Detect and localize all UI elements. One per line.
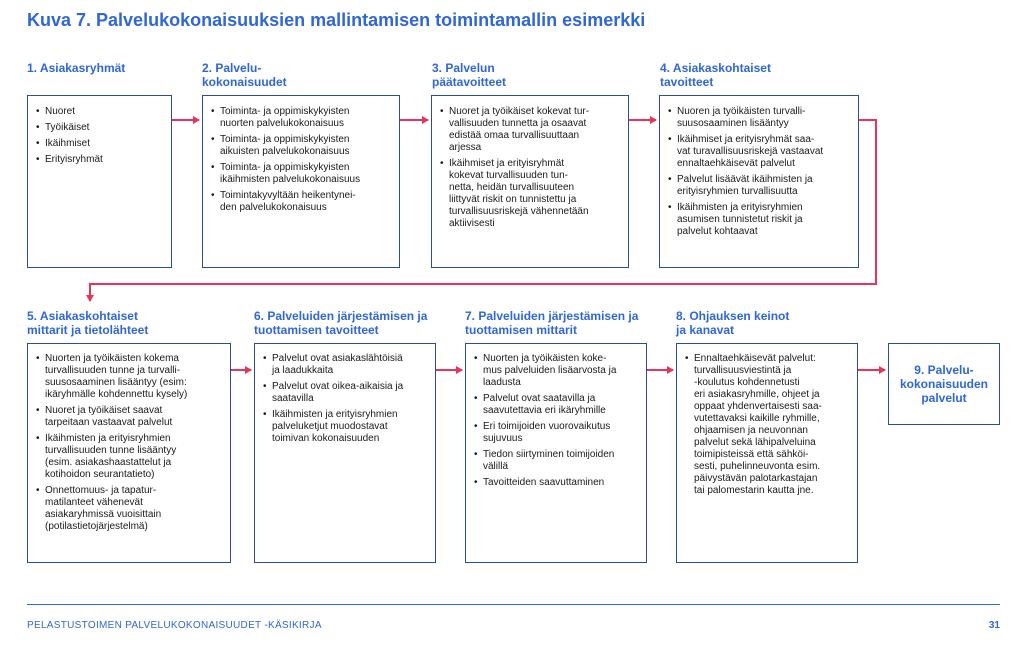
list-item: • Ikäihmiset [36,138,165,150]
step-9-box: 9. Palvelu- kokonaisuuden palvelut [888,343,1000,425]
list-item: • Ikäihmisten ja erityisryhmien asumisen tunnistetut riskit ja palvelut kohtaavat [668,202,852,238]
list-item: • Palvelut lisäävät ikäihmisten ja erityisryhmien turvallisuutta [668,174,852,198]
list-item: • Työikäiset [36,122,165,134]
list-item: • Nuorten ja työikäisten koke- mus palveluiden lisäarvosta ja laadusta [474,353,640,389]
list-item: • Palvelut ovat saatavilla ja saavutettavia eri ikäryhmille [474,393,640,417]
step-3-title: 3. Palvelun päätavoitteet [432,61,507,89]
list-item: • Nuoret [36,106,165,118]
list-item: • Ikäihmiset ja erityisryhmät saa- vat turavallisuusriskejä vastaavat ennaltaehkäisevät palvelut [668,134,852,170]
list-item: • Nuoren ja työikäisten turvalli- suusosaaminen lisääntyy [668,106,852,130]
list-item: • Ikäihmiset ja erityisryhmät kokevat turvallisuuden tun- netta, heidän turvallisuuteen liittyvät riskit on tunnistettu ja turvallisuusriskejä vähennetään aktiivisesti [440,158,622,230]
list-item: • Ennaltaehkäisevät palvelut: turvallisuusviestintä ja -koulutus kohdennetusti eri asiakasryhmille, ohjeet ja oppaat yhdenvertaisesti saa- vutettavaksi kaikille ryhmille, ohjaamisen ja neuvonnan palvelut sekä lähipalveluina toimipisteissä että sähköi- sesti, puhelinneuvonta esim. päivystävän palotarkastajan tai palomestarin kautta jne. [685,353,851,497]
list-item: • Onnettomuus- ja tapatur- matilanteet vähenevät asiakaryhmissä vuoisittain (potilastietojärjestelmä) [36,485,224,533]
figure-title: Kuva 7. Palvelukokonaisuuksien mallintamisen toimintamallin esimerkki [27,10,646,30]
step-8-title: 8. Ohjauksen keinot ja kanavat [676,309,790,337]
step-2-title: 2. Palvelu- kokonaisuudet [202,61,287,89]
list-item: • Ikäihmisten ja erityisryhmien palveluketjut muodostavat toimivan kokonaisuuden [263,409,429,445]
list-item: • Toiminta- ja oppimiskykyisten aikuisten palvelukokonaisuus [211,134,393,158]
list-item: • Palvelut ovat oikea-aikaisia ja saatavilla [263,381,429,405]
page-number: 31 [988,620,1000,631]
list-item: • Nuoret ja työikäiset saavat tarpeitaan vastaavat palvelut [36,405,224,429]
step-4-title: 4. Asiakaskohtaiset tavoitteet [660,61,771,89]
list-item: • Nuoret ja työikäiset kokevat tur- vallisuuden tunnetta ja osaavat edistää omaa turvallisuuttaan arjessa [440,106,622,154]
list-item: • Nuorten ja työikäisten kokema turvallisuuden tunne ja turvalli- suusosaaminen lisääntyy (esim: ikäryhmälle kohdennettu kysely) [36,353,224,401]
list-item: • Toiminta- ja oppimiskykyisten nuorten palvelukokonaisuus [211,106,393,130]
list-item: • Tiedon siirtyminen toimijoiden välillä [474,449,640,473]
list-item: • Toiminta- ja oppimiskykyisten ikäihmisten palvelukokonaisuus [211,162,393,186]
list-item: • Tavoitteiden saavuttaminen [474,477,640,489]
step-6-title: 6. Palveluiden järjestämisen ja tuottamisen tavoitteet [254,309,428,337]
footer-text: PELASTUSTOIMEN PALVELUKOKONAISUUDET -KÄSIKIRJA [27,620,322,631]
list-item: • Toimintakyvyltään heikentynei- den palvelukokonaisuus [211,190,393,214]
step-7-title: 7. Palveluiden järjestämisen ja tuottamisen mittarit [465,309,639,337]
list-item: • Eri toimijoiden vuorovaikutus sujuvuus [474,421,640,445]
list-item: • Erityisryhmät [36,154,165,166]
list-item: • Ikäihmisten ja erityisryhmien turvallisuuden tunne lisääntyy (esim. asiakashaastattelut ja kotihoidon seurantatieto) [36,433,224,481]
step-1-title: 1. Asiakasryhmät [27,61,126,75]
step-5-title: 5. Asiakaskohtaiset mittarit ja tietolähteet [27,309,149,337]
list-item: • Palvelut ovat asiakaslähtöisiä ja laadukkaita [263,353,429,377]
arrow-4-5 [90,120,876,301]
footer-divider [27,604,1000,605]
